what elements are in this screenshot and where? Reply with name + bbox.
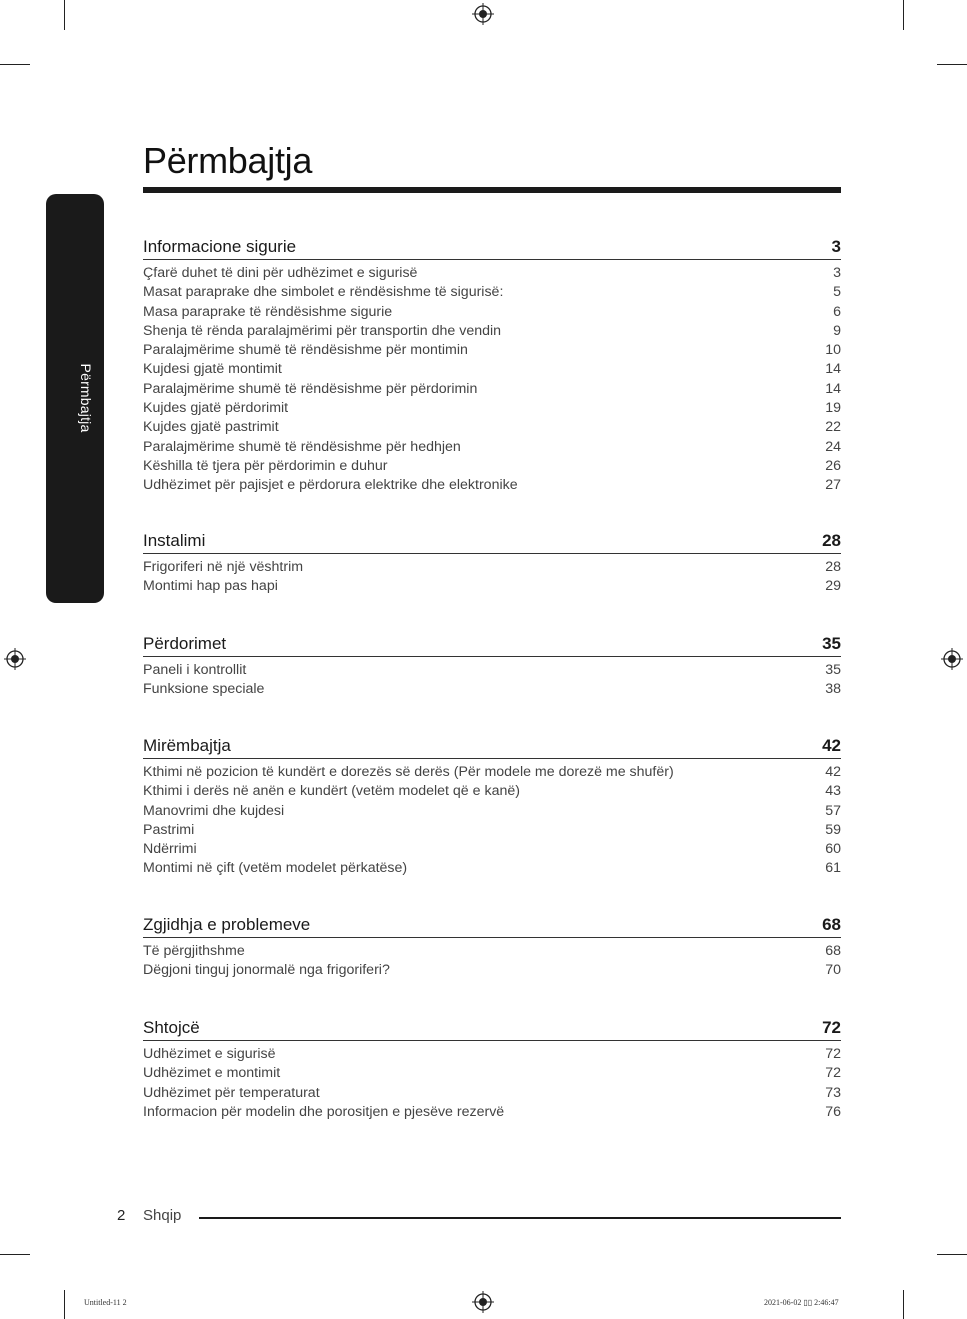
toc-entry-page: 60 [825,841,841,858]
toc-entry-label: Kthimi në pozicion të kundërt e dorezës së derës (Për modele me dorezë me shufër) [143,764,674,780]
toc-entry[interactable] [143,303,841,322]
crop-mark [64,1290,65,1319]
toc-entry-page: 76 [825,1103,841,1120]
toc-entry[interactable] [143,418,841,437]
toc-entry-list [143,763,841,879]
toc-entry-list [143,264,841,496]
toc-section-title: Përdorimet [143,634,227,653]
toc-entry-label: Paralajmërime shumë të rëndësishme për hedhjen [143,438,461,455]
toc-entry-page: 72 [825,1065,841,1082]
toc-entry-page: 5 [833,284,841,301]
toc-entry-page: 35 [825,662,841,678]
crop-mark [903,0,904,30]
toc-entry[interactable] [143,802,841,821]
crop-mark [903,1290,904,1319]
toc-entry-label: Montimi hap pas hapi [143,578,278,595]
toc-entry-label: Çfarë duhet të dini për udhëzimet e sigurisë [143,265,418,281]
toc-section-heading[interactable] [143,530,841,554]
toc-entry[interactable] [143,360,841,379]
toc-entry[interactable] [143,322,841,341]
toc-entry[interactable] [143,341,841,360]
toc-entry[interactable] [143,821,841,840]
toc-entry-page: 72 [825,1046,841,1062]
page-number: 2 [117,1207,126,1224]
toc-entry-page: 3 [833,265,841,281]
toc-entry[interactable] [143,661,841,680]
toc-entry[interactable] [143,558,841,577]
toc-entry[interactable] [143,840,841,859]
toc-entry-label: Funksione speciale [143,681,265,698]
toc-entry-label: Kujdesi gjatë montimit [143,361,282,378]
toc-entry-page: 59 [825,821,841,838]
toc-entry[interactable] [143,577,841,596]
toc-entry-page: 29 [825,578,841,595]
toc-section [143,236,841,496]
toc-entry-list [143,558,841,597]
toc-entry-label: Paralajmërime shumë të rëndësishme për përdorimin [143,380,478,397]
title-divider [143,187,841,193]
toc-entry-label: Udhëzimet e montimit [143,1065,281,1082]
toc-section-title: Instalimi [143,531,206,550]
toc-section [143,530,841,597]
toc-section-heading[interactable] [143,914,841,938]
toc-entry[interactable] [143,942,841,961]
crop-mark [937,1254,967,1255]
toc-entry-label: Shenja të rënda paralajmërimi për transportin dhe vendin [143,322,502,339]
footer-divider [199,1217,841,1219]
toc-entry-page: 26 [825,457,841,474]
toc-entry-page: 24 [825,438,841,455]
toc-section-heading[interactable] [143,236,841,260]
toc-entry-list [143,661,841,700]
toc-entry-label: Paneli i kontrollit [143,662,247,678]
toc-entry-label: Ndërrimi [143,841,197,858]
toc-entry-page: 9 [833,322,841,339]
registration-mark-icon [472,3,494,25]
registration-mark-icon [4,648,26,670]
toc-entry[interactable] [143,438,841,457]
toc-section-heading[interactable] [143,735,841,759]
toc-section-title: Informacione sigurie [143,237,297,256]
footer-language: Shqip [143,1207,182,1224]
toc-entry-label: Udhëzimet për temperaturat [143,1084,320,1101]
toc-entry[interactable] [143,457,841,476]
toc-entry-page: 61 [825,860,841,877]
toc-entry-label: Udhëzimet për pajisjet e përdorura elektrike dhe elektronike [143,477,518,494]
toc-section-page: 72 [822,1018,841,1037]
toc-entry[interactable] [143,1064,841,1083]
toc-entry-page: 10 [825,342,841,359]
toc-entry-label: Paralajmërime shumë të rëndësishme për montimin [143,342,468,359]
toc-section-heading[interactable] [143,633,841,657]
toc-entry-page: 42 [825,764,841,780]
toc-entry-page: 14 [825,380,841,397]
toc-entry-label: Informacion për modelin dhe porositjen e pjesëve rezervë [143,1103,505,1120]
toc-section-page: 35 [822,634,841,653]
toc-entry-label: Kujdes gjatë pastrimit [143,419,279,436]
toc-entry[interactable] [143,380,841,399]
toc-entry-label: Masat paraprake dhe simbolet e rëndësishme të sigurisë: [143,284,504,301]
toc-entry-page: 57 [825,802,841,819]
toc-entry[interactable] [143,1084,841,1103]
toc-entry[interactable] [143,961,841,980]
toc-entry[interactable] [143,476,841,495]
toc-entry-page: 22 [825,419,841,436]
toc-entry-page: 19 [825,400,841,417]
toc-section-title: Mirëmbajtja [143,736,231,755]
toc-entry-label: Frigoriferi në një vështrim [143,559,304,575]
toc-entry[interactable] [143,763,841,782]
toc-entry-page: 73 [825,1084,841,1101]
toc-entry[interactable] [143,1045,841,1064]
toc-entry[interactable] [143,264,841,283]
toc-entry-list [143,942,841,981]
toc-entry-label: Montimi në çift (vetëm modelet përkatëse) [143,860,408,877]
print-slug-left: Untitled-11 2 [84,1298,127,1307]
toc-entry[interactable] [143,859,841,878]
toc-entry-page: 68 [825,943,841,959]
toc-entry-page: 38 [825,681,841,698]
toc-section [143,633,841,700]
toc-entry[interactable] [143,680,841,699]
toc-section [143,1017,841,1122]
toc-section-title: Shtojcë [143,1018,200,1037]
toc-entry-label: Pastrimi [143,821,195,838]
toc-entry-page: 70 [825,962,841,979]
toc-section-title: Zgjidhja e problemeve [143,915,311,934]
toc-entry[interactable] [143,283,841,302]
page-title: Përmbajtja [143,140,313,181]
crop-mark [0,1254,30,1255]
registration-mark-icon [472,1291,494,1313]
toc-entry-page: 14 [825,361,841,378]
side-tab-label: Përmbajtja [78,363,94,433]
toc-entry[interactable] [143,782,841,801]
toc-section-page: 68 [822,915,841,934]
toc-entry-page: 27 [825,477,841,494]
toc-entry-label: Udhëzimet e sigurisë [143,1046,276,1062]
print-slug-right: 2021-06-02 ▯▯ 2:46:47 [764,1298,839,1307]
toc-section-heading[interactable] [143,1017,841,1041]
toc-section [143,735,841,879]
crop-mark [64,0,65,30]
toc-entry-page: 43 [825,783,841,800]
toc-entry-label: Kujdes gjatë përdorimit [143,400,289,417]
toc-entry-page: 6 [833,303,841,320]
crop-mark [0,64,30,65]
toc-entry[interactable] [143,1103,841,1122]
toc-entry-label: Këshilla të tjera për përdorimin e duhur [143,457,388,474]
registration-mark-icon [941,648,963,670]
toc-entry-label: Të përgjithshme [143,943,245,959]
toc-section-page: 3 [831,237,841,256]
toc-section [143,914,841,981]
toc-entry[interactable] [143,399,841,418]
toc-entry-label: Dëgjoni tinguj jonormalë nga frigoriferi? [143,962,390,979]
toc-entry-page: 28 [825,559,841,575]
crop-mark [937,64,967,65]
side-tab [46,194,104,603]
toc-entry-label: Masa paraprake të rëndësishme sigurie [143,303,393,320]
toc-section-page: 42 [822,736,841,755]
toc-entry-label: Manovrimi dhe kujdesi [143,802,285,819]
toc-entry-label: Kthimi i derës në anën e kundërt (vetëm modelet që e kanë) [143,783,520,800]
toc-entry-list [143,1045,841,1122]
toc-section-page: 28 [822,531,841,550]
